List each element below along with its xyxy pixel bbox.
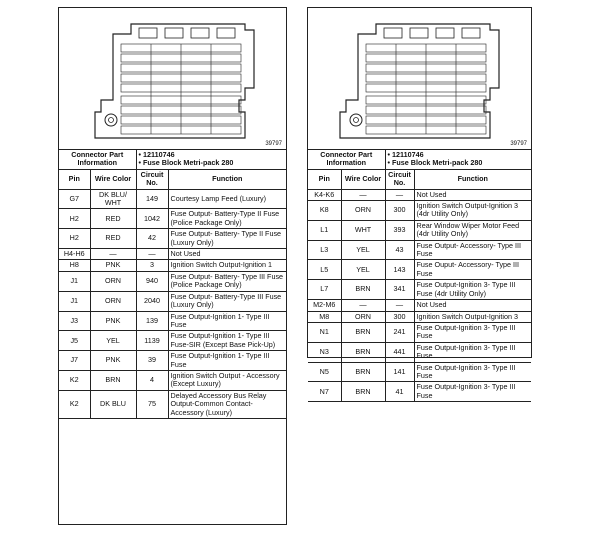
circuit-cell: 149	[136, 189, 168, 209]
pin-cell: K4-K6	[308, 189, 341, 200]
table-row	[59, 229, 286, 249]
circuit-cell: 141	[385, 362, 414, 382]
function-cell: Fuse Ouput- Accessory- Type III Fuse	[414, 260, 531, 280]
col-wire-color: Wire Color	[90, 169, 136, 189]
function-cell: Fuse Output- Battery- Type II Fuse (Luxury Only)	[168, 229, 286, 249]
wire-color-cell: —	[90, 249, 136, 260]
pin-cell: N5	[308, 362, 341, 382]
pin-cell: J1	[59, 271, 90, 291]
table-row	[59, 189, 286, 209]
function-cell: Fuse Output-Ignition 1- Type III Fuse-SIR (Except Base Pick-Up)	[168, 331, 286, 351]
table-row	[308, 322, 531, 342]
wire-color-cell: BRN	[341, 322, 385, 342]
function-cell: Fuse Output-Ignition 3- Type III Fuse	[414, 322, 531, 342]
pin-cell: L3	[308, 240, 341, 260]
table-row	[308, 260, 531, 280]
wire-color-cell: ORN	[341, 201, 385, 221]
table-row	[59, 390, 286, 418]
table-row	[308, 300, 531, 311]
wire-color-cell: DK BLU	[90, 390, 136, 418]
table-row	[308, 201, 531, 221]
col-circuit: Circuit No.	[385, 169, 414, 189]
function-cell: Not Used	[414, 189, 531, 200]
pin-cell: K2	[59, 390, 90, 418]
col-pin: Pin	[308, 169, 341, 189]
table-row	[308, 342, 531, 362]
left-connector-panel	[58, 7, 287, 525]
circuit-cell: 300	[385, 311, 414, 322]
pin-cell: H2	[59, 229, 90, 249]
fuse-block-diagram	[308, 8, 531, 150]
connector-label: Connector Part Information	[59, 150, 136, 169]
table-row	[59, 260, 286, 271]
circuit-cell: 940	[136, 271, 168, 291]
table-row	[308, 311, 531, 322]
function-cell: Ignition Switch Output-Ignition 3	[414, 311, 531, 322]
pin-cell: J1	[59, 291, 90, 311]
part-name: • Fuse Block Metri-pack 280	[388, 159, 529, 167]
circuit-cell: 2040	[136, 291, 168, 311]
table-row	[59, 351, 286, 371]
function-cell: Fuse Output-Ignition 3- Type III Fuse	[414, 342, 531, 362]
wire-color-cell: PNK	[90, 351, 136, 371]
circuit-cell: 4	[136, 370, 168, 390]
function-cell: Fuse Output- Battery-Type II Fuse (Police Package Only)	[168, 209, 286, 229]
wire-color-cell: BRN	[341, 342, 385, 362]
function-cell: Ignition Switch Output - Accessory (Except Luxury)	[168, 370, 286, 390]
function-cell: Fuse Output-Ignition 1- Type III Fuse	[168, 311, 286, 331]
wire-color-cell: BRN	[90, 370, 136, 390]
circuit-cell: 43	[385, 240, 414, 260]
circuit-cell: —	[385, 300, 414, 311]
wire-color-cell: BRN	[341, 280, 385, 300]
circuit-cell: 341	[385, 280, 414, 300]
wire-color-cell: RED	[90, 209, 136, 229]
table-row	[308, 280, 531, 300]
pin-cell: N1	[308, 322, 341, 342]
circuit-cell: 139	[136, 311, 168, 331]
function-cell: Fuse Output-Ignition 1- Type III Fuse	[168, 351, 286, 371]
pin-cell: K8	[308, 201, 341, 221]
fuse-block-illustration	[59, 8, 286, 149]
circuit-cell: 393	[385, 220, 414, 240]
connector-table	[308, 150, 531, 402]
wire-color-cell: RED	[90, 229, 136, 249]
pin-cell: G7	[59, 189, 90, 209]
function-cell: Fuse Output-Ignition 3- Type III Fuse	[414, 362, 531, 382]
fuse-block-diagram	[59, 8, 286, 150]
function-cell: Fuse Output- Battery-Type III Fuse (Luxury Only)	[168, 291, 286, 311]
fuse-block-illustration	[308, 8, 531, 149]
table-row	[308, 189, 531, 200]
circuit-cell: 39	[136, 351, 168, 371]
table-row	[59, 370, 286, 390]
wire-color-cell: DK BLU/ WHT	[90, 189, 136, 209]
wire-color-cell: ORN	[341, 311, 385, 322]
diagram-number: 39797	[265, 141, 282, 147]
right-connector-panel	[307, 7, 532, 400]
wire-color-cell: PNK	[90, 311, 136, 331]
wire-color-cell: —	[341, 189, 385, 200]
table-row	[59, 331, 286, 351]
circuit-cell: 42	[136, 229, 168, 249]
circuit-cell: 441	[385, 342, 414, 362]
function-cell: Fuse Output- Battery- Type III Fuse (Police Package Only)	[168, 271, 286, 291]
circuit-cell: 300	[385, 201, 414, 221]
pin-cell: L7	[308, 280, 341, 300]
wire-color-cell: YEL	[341, 240, 385, 260]
table-row	[308, 362, 531, 382]
wire-color-cell: YEL	[341, 260, 385, 280]
wire-color-cell: ORN	[90, 291, 136, 311]
pin-cell: J3	[59, 311, 90, 331]
pin-cell: M2-M6	[308, 300, 341, 311]
col-function: Function	[168, 169, 286, 189]
table-row	[308, 382, 531, 402]
table-row	[59, 249, 286, 260]
part-number: • 12110746	[388, 151, 529, 159]
pin-cell: J7	[59, 351, 90, 371]
function-cell: Fuse Output-Ignition 3- Type III Fuse (4dr Utility Only)	[414, 280, 531, 300]
table-row	[308, 220, 531, 240]
diagram-number: 39797	[510, 141, 527, 147]
table-row	[59, 209, 286, 229]
function-cell: Ignition Switch Output-Ignition 3 (4dr Utility Only)	[414, 201, 531, 221]
function-cell: Rear Window Wiper Motor Feed (4dr Utility Only)	[414, 220, 531, 240]
circuit-cell: —	[385, 189, 414, 200]
connector-label: Connector Part Information	[308, 150, 385, 169]
wire-color-cell: YEL	[90, 331, 136, 351]
circuit-cell: 41	[385, 382, 414, 402]
col-circuit: Circuit No.	[136, 169, 168, 189]
function-cell: Ignition Switch Output-Ignition 1	[168, 260, 286, 271]
function-cell: Courtesy Lamp Feed (Luxury)	[168, 189, 286, 209]
circuit-cell: 3	[136, 260, 168, 271]
table-row	[59, 271, 286, 291]
col-function: Function	[414, 169, 531, 189]
part-number: • 12110746	[139, 151, 284, 159]
function-cell: Not Used	[414, 300, 531, 311]
wire-color-cell: —	[341, 300, 385, 311]
pin-cell: K2	[59, 370, 90, 390]
wire-color-cell: BRN	[341, 362, 385, 382]
pin-cell: H2	[59, 209, 90, 229]
circuit-cell: 1042	[136, 209, 168, 229]
function-cell: Fuse Output-Ignition 3- Type III Fuse	[414, 382, 531, 402]
col-wire-color: Wire Color	[341, 169, 385, 189]
part-name: • Fuse Block Metri-pack 280	[139, 159, 284, 167]
pin-cell: N7	[308, 382, 341, 402]
wire-color-cell: PNK	[90, 260, 136, 271]
wire-color-cell: WHT	[341, 220, 385, 240]
function-cell: Delayed Accessory Bus Relay Output-Common Contact-Accessory (Luxury)	[168, 390, 286, 418]
circuit-cell: 1139	[136, 331, 168, 351]
pin-cell: N3	[308, 342, 341, 362]
wire-color-cell: ORN	[90, 271, 136, 291]
table-row	[59, 291, 286, 311]
circuit-cell: 75	[136, 390, 168, 418]
pin-cell: H4-H6	[59, 249, 90, 260]
pin-cell: M8	[308, 311, 341, 322]
table-row	[59, 311, 286, 331]
pin-cell: L1	[308, 220, 341, 240]
col-pin: Pin	[59, 169, 90, 189]
wire-color-cell: BRN	[341, 382, 385, 402]
circuit-cell: —	[136, 249, 168, 260]
pin-cell: H8	[59, 260, 90, 271]
circuit-cell: 143	[385, 260, 414, 280]
pin-cell: L5	[308, 260, 341, 280]
pin-cell: J5	[59, 331, 90, 351]
function-cell: Fuse Output- Accessory- Type III Fuse	[414, 240, 531, 260]
circuit-cell: 241	[385, 322, 414, 342]
connector-table	[59, 150, 286, 419]
table-row	[308, 240, 531, 260]
function-cell: Not Used	[168, 249, 286, 260]
